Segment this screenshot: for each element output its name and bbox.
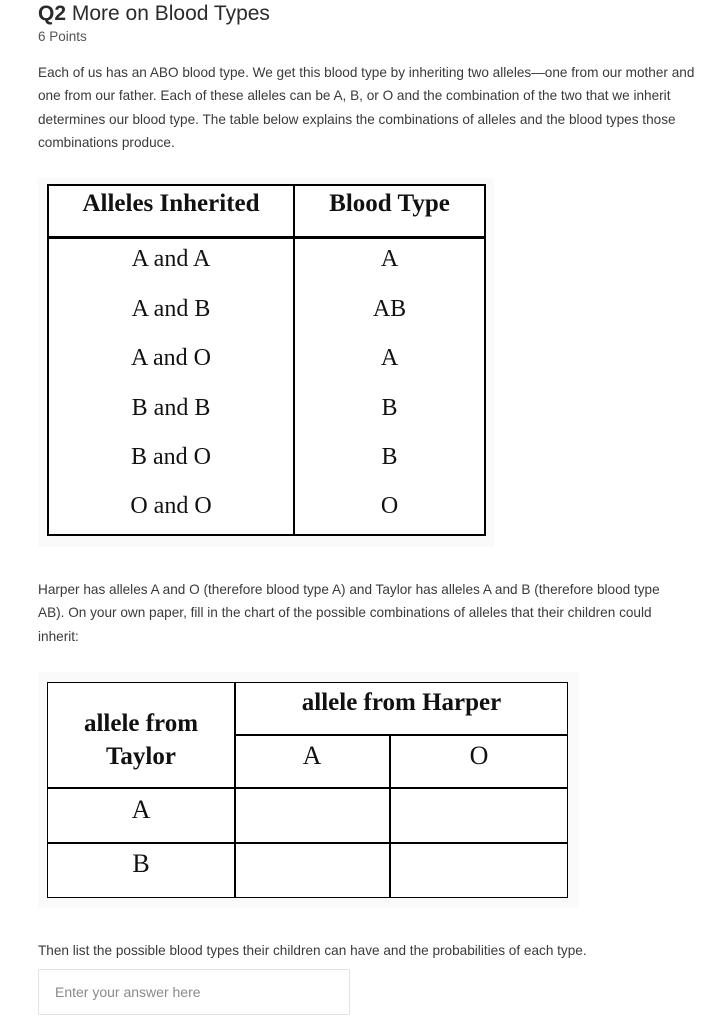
question-title — [38, 2, 270, 26]
col-allele: A — [302, 741, 322, 770]
table-cell-alleles: A and O — [131, 345, 211, 371]
table-cell-blood-type: B — [381, 395, 398, 421]
table-header-alleles: Alleles Inherited — [82, 190, 260, 217]
table-cell-blood-type: A — [380, 246, 399, 272]
question-number: Q2 — [38, 2, 67, 25]
table-cell-alleles: O and O — [130, 493, 212, 519]
row-header — [48, 707, 234, 773]
col-header: allele from Harper — [301, 689, 502, 716]
table-cell-blood-type: O — [380, 493, 399, 519]
question-title-text: More on Blood Types — [71, 2, 270, 25]
answer-input[interactable] — [38, 969, 350, 1015]
intro-paragraph: Each of us has an ABO blood type. We get this blood type by inheriting two alleles—one from our mother and one from our father. Each of these alleles can be A, B, or O and the combination of the two that we inherit determines our blood type. The table below explains the combinations of alleles and the blood types those combinations produce. — [38, 65, 695, 150]
table-header-blood-type: Blood Type — [329, 190, 450, 217]
harper-paragraph: Harper has alleles A and O (therefore blood type A) and Taylor has alleles A and B (therefore blood type AB). On your own paper, fill in the chart of the possible combinations of alleles that their children could inherit: — [38, 582, 660, 644]
row-header-line2: Taylor — [106, 743, 176, 770]
blood-type-table — [47, 184, 486, 536]
instruction-paragraph: Then list the possible blood types their children can have and the probabilities of each type. — [38, 943, 587, 958]
table-cell-alleles: B and O — [131, 444, 211, 470]
table-cell-alleles: A and A — [131, 246, 211, 272]
row-header-line1: allele from — [83, 710, 199, 737]
question-points: 6 Points — [38, 29, 87, 44]
table-cell-blood-type: B — [381, 444, 398, 470]
col-allele: O — [469, 741, 489, 770]
punnett-square — [47, 682, 568, 898]
table-cell-alleles: A and B — [131, 296, 211, 322]
table-cell-blood-type: AB — [372, 296, 407, 322]
row-allele: A — [131, 795, 151, 824]
punnett-square-figure — [38, 672, 579, 908]
row-allele: B — [132, 849, 150, 878]
table-cell-blood-type: A — [380, 345, 399, 371]
table-cell-alleles: B and B — [131, 395, 211, 421]
blood-type-table-figure — [38, 178, 494, 547]
